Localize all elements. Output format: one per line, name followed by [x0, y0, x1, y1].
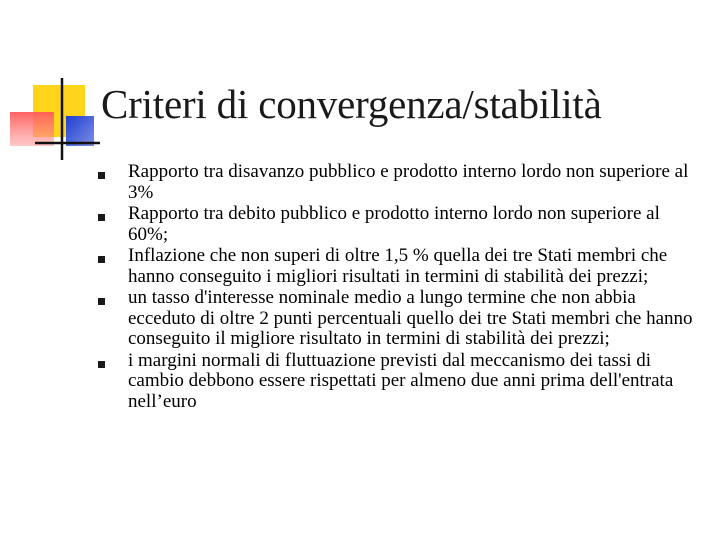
- color-squares-logo: [0, 0, 110, 170]
- bullet-text: Inflazione che non superi di oltre 1,5 % quella dei tre Stati membri che hanno conseguito i migliori risultati in termini di stabilità dei prezzi;: [128, 245, 668, 287]
- slide-title: Criteri di convergenza/stabilità: [101, 81, 602, 127]
- square-bullet-icon: [98, 214, 105, 221]
- bullet-text: Rapporto tra debito pubblico e prodotto interno lordo non superiore al 60%;: [128, 203, 660, 245]
- bullet-text: un tasso d'interesse nominale medio a lungo termine che non abbia ecceduto di oltre 2 punti percentuali quello dei tre Stati membri che hanno conseguito il migliore risultato in termini di stabilità dei prezzi;: [128, 287, 693, 349]
- list-item: [98, 246, 698, 287]
- list-item: [98, 288, 698, 350]
- list-item: [98, 351, 698, 413]
- bullet-list: [98, 162, 698, 413]
- square-bullet-icon: [98, 256, 105, 263]
- list-item: [98, 162, 698, 203]
- square-bullet-icon: [98, 361, 105, 368]
- square-bullet-icon: [98, 172, 105, 179]
- square-bullet-icon: [98, 298, 105, 305]
- bullet-text: i margini normali di fluttuazione previsti dal meccanismo dei tassi di cambio debbono essere rispettati per almeno due anni prima dell'entrata nell’euro: [128, 349, 674, 412]
- list-item: [98, 204, 698, 245]
- bullet-text: Rapporto tra disavanzo pubblico e prodotto interno lordo non superiore al 3%: [128, 161, 689, 203]
